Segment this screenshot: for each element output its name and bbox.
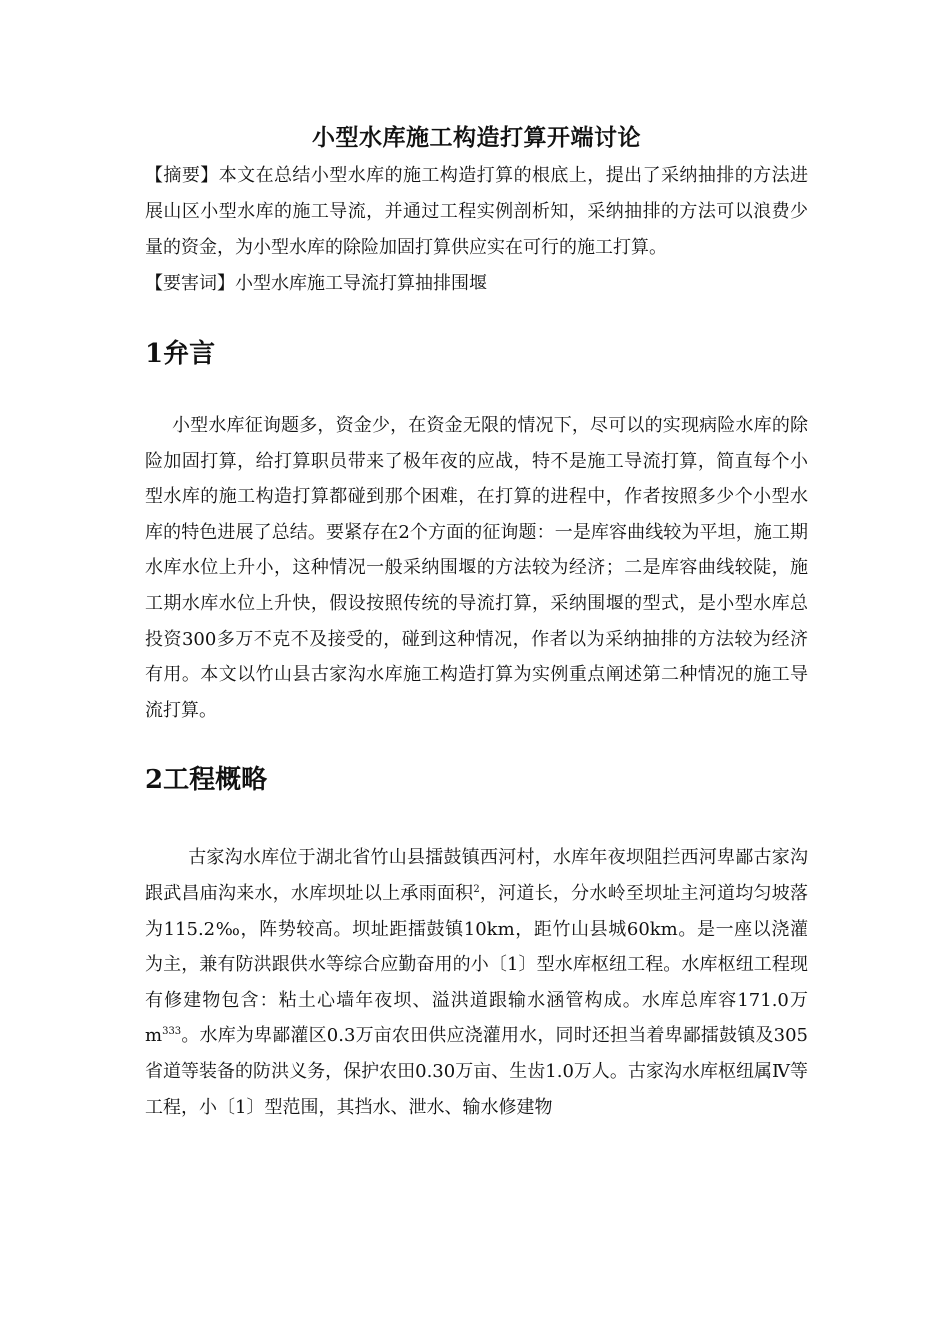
abstract-label: 【摘要】 [145,165,219,186]
section-1-paragraph: 小型水库征询题多，资金少，在资金无限的情况下，尽可以的实现病险水库的除险加固打算，给打算职员带来了极年夜的应战，特不是施工导流打算，简直每个小型水库的施工构造打算都碰到那个困难，在打算的进程中，作者按照多少个小型水库的特色进展了总结。要紧存在2个方面的征询题：一是库容曲线较为平坦，施工期水库水位上升小，这种情况一般采纳围堰的方法较为经济；二是库容曲线较陡，施工期水库水位上升快，假设按照传统的导流打算，采纳围堰的型式，是小型水库总投资300多万不克不及接受的，碰到这种情况，作者以为采纳抽排的方法较为经济有用。本文以竹山县古家沟水库施工构造打算为实例重点阐述第二种情况的施工导流打算。 [145,415,808,721]
section-2-text-part3: 。水库为卑鄙灌区0.3万亩农田供应浇灌用水，同时还担当着卑鄙擂鼓镇及305省道等装备的防洪义务，保护农田0.30万亩、生齿1.0万人。古家沟水库枢纽属Ⅳ等工程，小〔1〕型范围，其挡水、泄水、输水修建物 [145,1025,808,1118]
superscript-2: 2 [473,883,480,895]
section-2-text-part1: 古家沟水库位于湖北省竹山县擂鼓镇西河村，水库年夜坝阻拦西河卑鄙古家沟跟武昌庙沟来水，水库坝址以上承雨面积 [145,847,808,904]
section-2-paragraph [145,840,808,1125]
section-2-heading: 2工程概略 [145,765,268,796]
keywords-text: 小型水库施工导流打算抽排围堰 [235,273,487,294]
keywords-label: 【要害词】 [145,273,235,294]
keywords [145,266,808,302]
abstract [145,158,808,266]
abstract-text: 本文在总结小型水库的施工构造打算的根底上，提出了采纳抽排的方法进展山区小型水库的施工导流，并通过工程实例剖析知，采纳抽排的方法可以浪费少量的资金，为小型水库的除险加固打算供应实在可行的施工打算。 [145,165,809,258]
document-title: 小型水库施工构造打算开端讨论 [312,124,641,151]
section-1-heading: 1弁言 [145,339,216,369]
superscript-333: 333 [162,1026,182,1038]
section-2-text-part2: ，河道长，分水岭至坝址主河道均匀坡落为115.2‰，阵势较高。坝址距擂鼓镇10km，距竹山县城60km。是一座以浇灌为主，兼有防洪跟供水等综合应勤奋用的小〔1〕型水库枢纽工程。水库枢纽工程现有修建物包含：粘土心墙年夜坝、溢洪道跟输水涵管构成。水库总库容171.0万m [145,882,808,1047]
